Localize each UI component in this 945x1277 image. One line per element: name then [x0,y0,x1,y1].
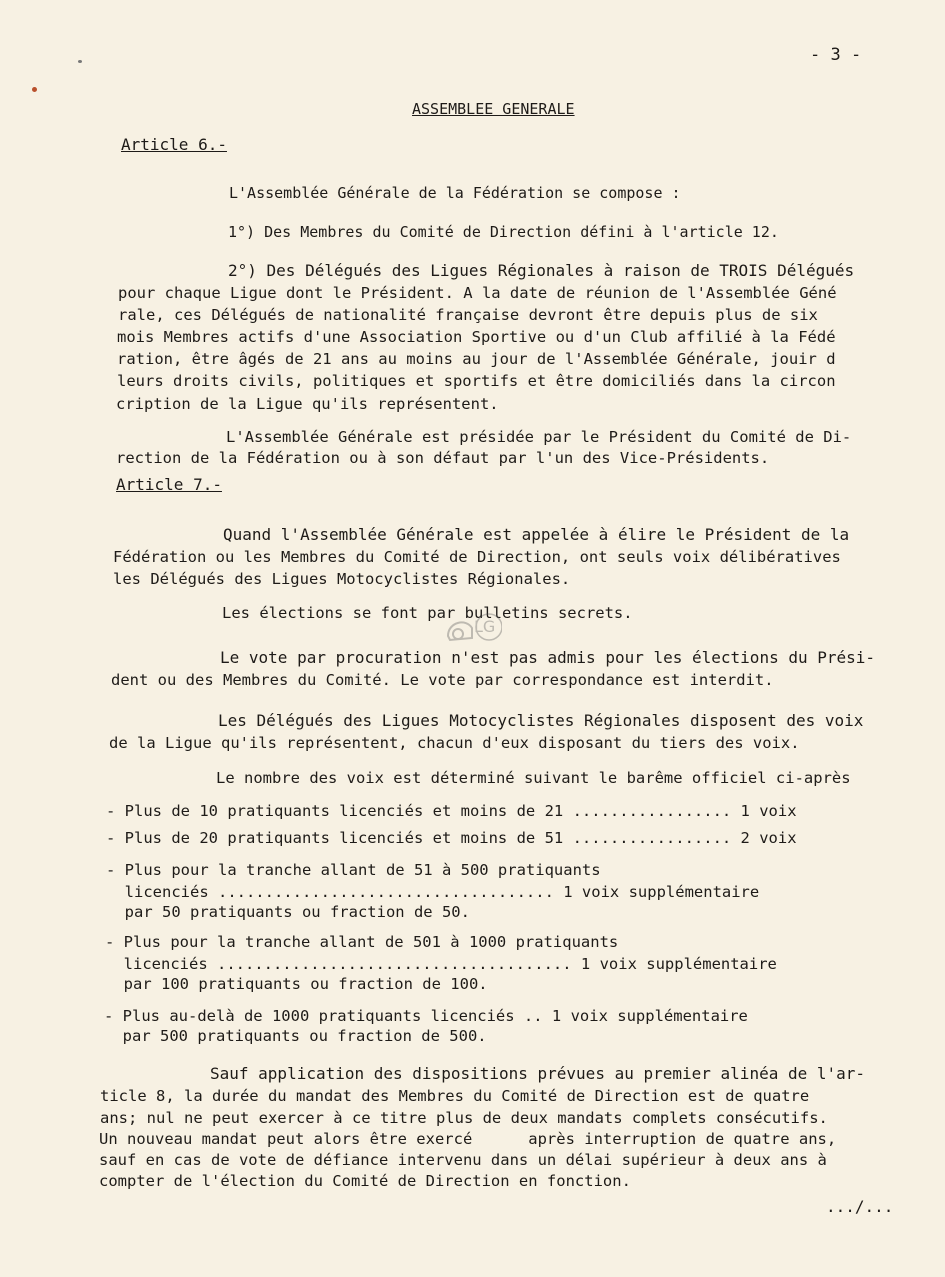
watermark-text: LG [474,617,496,636]
article-7-p6-line: ticle 8, la durée du mandat des Membres du Comité de Direction est de quatre [100,1087,810,1105]
scale-item-continuation: par 50 pratiquants ou fraction de 50. [106,903,470,921]
scale-item: - Plus pour la tranche allant de 501 à 1000 pratiquants [105,933,619,951]
article-7-p1-line: Fédération ou les Membres du Comité de Direction, ont seuls voix délibératives [113,548,841,566]
article-6-item-2-line: 2°) Des Délégués des Ligues Régionales à raison de TROIS Délégués [228,261,855,280]
scale-item: - Plus de 20 pratiquants licenciés et moins de 51 ................. 2 voix [106,829,797,847]
page-number: - 3 - [810,45,862,65]
article-6-item-2-line: leurs droits civils, politiques et sportifs et être domiciliés dans la circon [117,372,836,390]
scale-item: - Plus pour la tranche allant de 51 à 500 pratiquants [106,861,601,879]
document-heading: ASSEMBLEE GENERALE [412,100,575,118]
article-7-p6-line: sauf en cas de vote de défiance intervenu dans un délai supérieur à deux ans à [99,1151,827,1169]
article-6-item-2-line: cription de la Ligue qu'ils représentent. [116,395,499,413]
scale-item-continuation: licenciés .................................... 1 voix supplémentaire [106,883,760,901]
article-6-item-2-line: rale, ces Délégués de nationalité française devront être depuis plus de six [118,306,818,324]
continuation-mark: .../... [826,1197,894,1216]
scale-item: - Plus de 10 pratiquants licenciés et moins de 21 ................. 1 voix [106,802,797,820]
article-6-item-2-line: mois Membres actifs d'une Association Sportive ou d'un Club affilié à la Fédé [117,328,836,346]
article-6-item-2-line: ration, être âgés de 21 ans au moins au jour de l'Assemblée Générale, jouir d [117,350,836,368]
article-7-p6-line: ans; nul ne peut exercer à ce titre plus de deux mandats complets consécutifs. [100,1109,828,1127]
article-7-p4-line: de la Ligue qu'ils représentent, chacun d'eux disposant du tiers des voix. [109,734,800,752]
article-7-p6-line: Un nouveau mandat peut alors être exercé après interruption de quatre ans, [99,1130,837,1148]
article-7-title: Article 7.- [116,475,222,494]
article-7-p2: Les élections se font par bulletins secrets. [222,604,633,622]
article-6-presidency-line: L'Assemblée Générale est présidée par le Président du Comité de Di- [226,428,852,446]
scale-item: - Plus au-delà de 1000 pratiquants licenciés .. 1 voix supplémentaire [104,1007,748,1025]
scale-item-continuation: par 500 pratiquants ou fraction de 500. [104,1027,487,1045]
article-7-p1-line: les Délégués des Ligues Motocyclistes Régionales. [113,570,571,588]
article-6-item-2-line: pour chaque Ligue dont le Président. A la date de réunion de l'Assemblée Géné [118,284,837,302]
ink-speck [32,87,37,92]
article-6-presidency-line: rection de la Fédération ou à son défaut par l'un des Vice-Présidents. [116,449,770,467]
helmet-logo-watermark [444,612,502,648]
article-6-item-1: 1°) Des Membres du Comité de Direction défini à l'article 12. [228,223,779,241]
article-6-intro: L'Assemblée Générale de la Fédération se compose : [229,184,681,202]
article-6-title: Article 6.- [121,135,227,154]
article-7-p3-line: Le vote par procuration n'est pas admis pour les élections du Prési- [220,648,876,667]
scale-item-continuation: licenciés ...................................... 1 voix supplémentaire [105,955,777,973]
scale-item-continuation: par 100 pratiquants ou fraction de 100. [105,975,488,993]
article-7-p1-line: Quand l'Assemblée Générale est appelée à élire le Président de la [223,525,850,544]
article-7-p6-line: compter de l'élection du Comité de Direction en fonction. [99,1172,631,1190]
article-7-p4-line: Les Délégués des Ligues Motocyclistes Régionales disposent des voix [218,711,864,730]
article-7-p6-line: Sauf application des dispositions prévues au premier alinéa de l'ar- [210,1064,866,1083]
article-7-p3-line: dent ou des Membres du Comité. Le vote par correspondance est interdit. [111,671,774,689]
ink-speck [78,60,82,63]
article-7-p5: Le nombre des voix est déterminé suivant le barême officiel ci-après [216,769,851,787]
